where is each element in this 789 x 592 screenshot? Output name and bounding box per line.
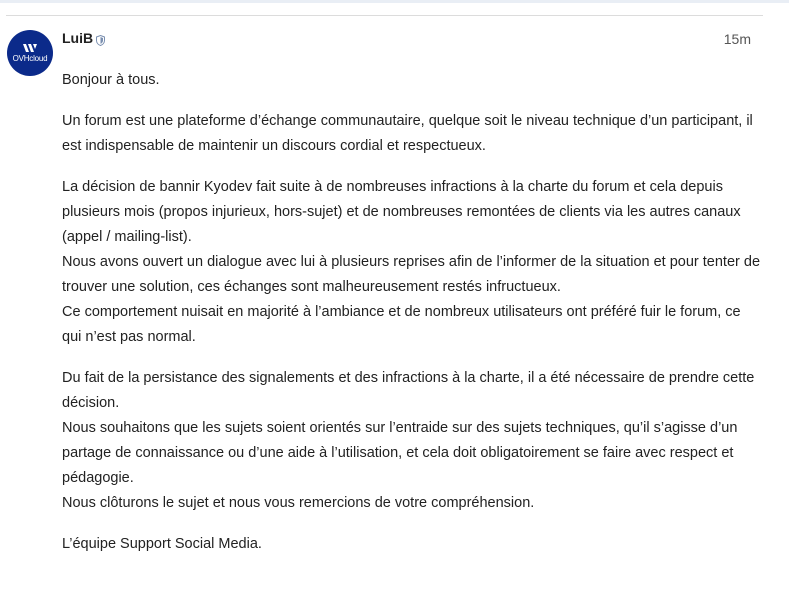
post-timestamp[interactable]: 15m (723, 31, 751, 47)
post-text-line: Du fait de la persistance des signalements et des infractions à la charte, il a été nécessaire de prendre cette décision. (62, 370, 755, 411)
post-text-line: Bonjour à tous. (62, 72, 160, 88)
post-text-line: Nous avons ouvert un dialogue avec lui à plusieurs reprises afin de l’informer de la situation et pour tenter de trouver une solution, ces échanges sont malheureusement restés infructueux. (62, 254, 761, 295)
forum-post (0, 16, 789, 592)
avatar[interactable] (7, 30, 53, 76)
ovhcloud-logo-icon (22, 43, 38, 53)
post-paragraph (62, 109, 762, 159)
username-link[interactable]: LuiB (62, 30, 94, 46)
post-paragraph (62, 532, 762, 557)
post-paragraph (62, 68, 762, 93)
shield-icon (96, 33, 105, 44)
post-body (62, 68, 762, 573)
post-text-line: L’équipe Support Social Media. (62, 536, 262, 552)
username-row (62, 30, 105, 46)
post-paragraph (62, 175, 762, 350)
post-text-line: Ce comportement nuisait en majorité à l’ambiance et de nombreux utilisateurs ont préféré fuir le forum, ce qui n’est pas normal. (62, 304, 741, 345)
top-strip (0, 0, 789, 3)
post-text-line: Un forum est une plateforme d’échange communautaire, quelque soit le niveau technique d’un participant, il est indispensable de maintenir un discours cordial et respectueux. (62, 113, 753, 154)
post-text-line: Nous clôturons le sujet et nous vous remercions de votre compréhension. (62, 495, 535, 511)
post-text-line: Nous souhaitons que les sujets soient orientés sur l’entraide sur des sujets techniques, qu’il s’agisse d’un partage de connaissance ou d’une aide à l’utilisation, et cela doit obligatoirement se faire avec respect et pédagogie. (62, 420, 738, 486)
post-paragraph (62, 366, 762, 516)
post-text-line: La décision de bannir Kyodev fait suite à de nombreuses infractions à la charte du forum et cela depuis plusieurs mois (propos injurieux, hors-sujet) et de nombreuses remontées de clients via les autres canaux (appel / mailing-list). (62, 179, 741, 245)
avatar-label: OVHcloud (12, 54, 48, 63)
